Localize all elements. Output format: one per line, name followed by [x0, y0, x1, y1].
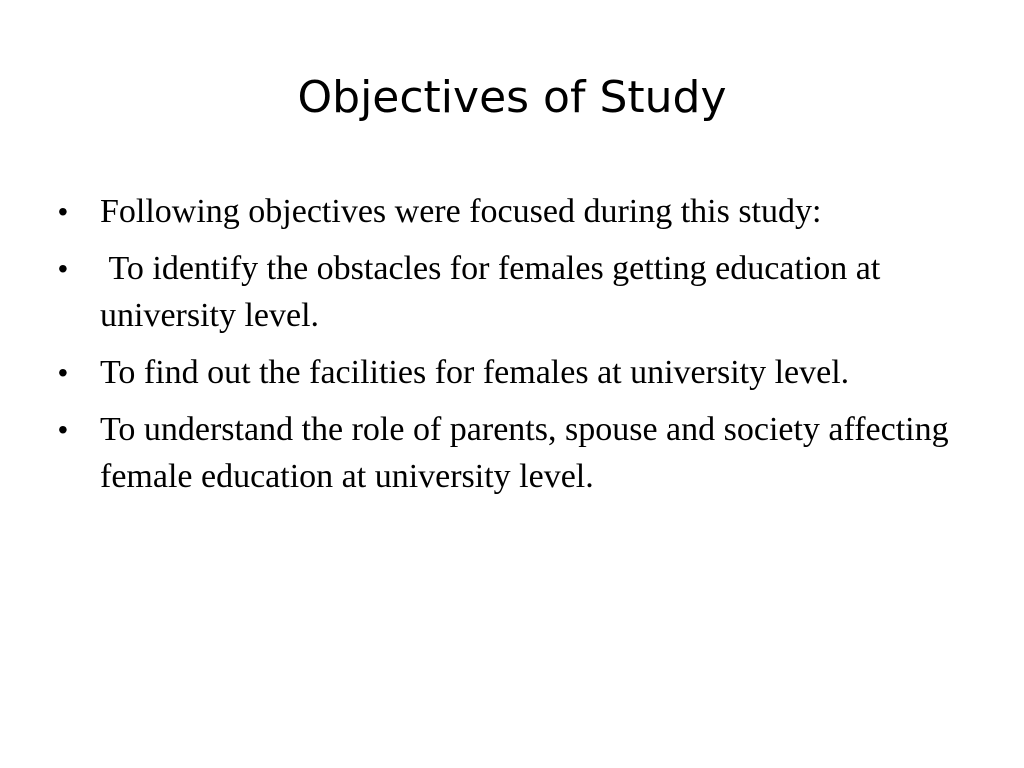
bullet-text: To find out the facilities for females at university level. — [100, 354, 850, 391]
bullet-dot-icon: • — [58, 253, 68, 284]
bullet-dot-icon: • — [58, 357, 68, 388]
bullet-dot-icon: • — [58, 196, 68, 227]
bullet-item-1 — [58, 188, 978, 235]
bullet-text: Following objectives were focused during this study: — [100, 193, 822, 230]
bullet-text: To understand the role of parents, spouse and society affecting female education at university level. — [100, 411, 958, 495]
slide-title: Objectives of Study — [297, 72, 727, 123]
bullet-item-2 — [58, 245, 978, 339]
bullet-item-3 — [58, 349, 978, 396]
bullet-text: To identify the obstacles for females getting education at university level. — [100, 250, 889, 334]
bullet-dot-icon: • — [58, 414, 68, 445]
bullet-item-4 — [58, 406, 978, 500]
bullet-list — [58, 188, 978, 510]
